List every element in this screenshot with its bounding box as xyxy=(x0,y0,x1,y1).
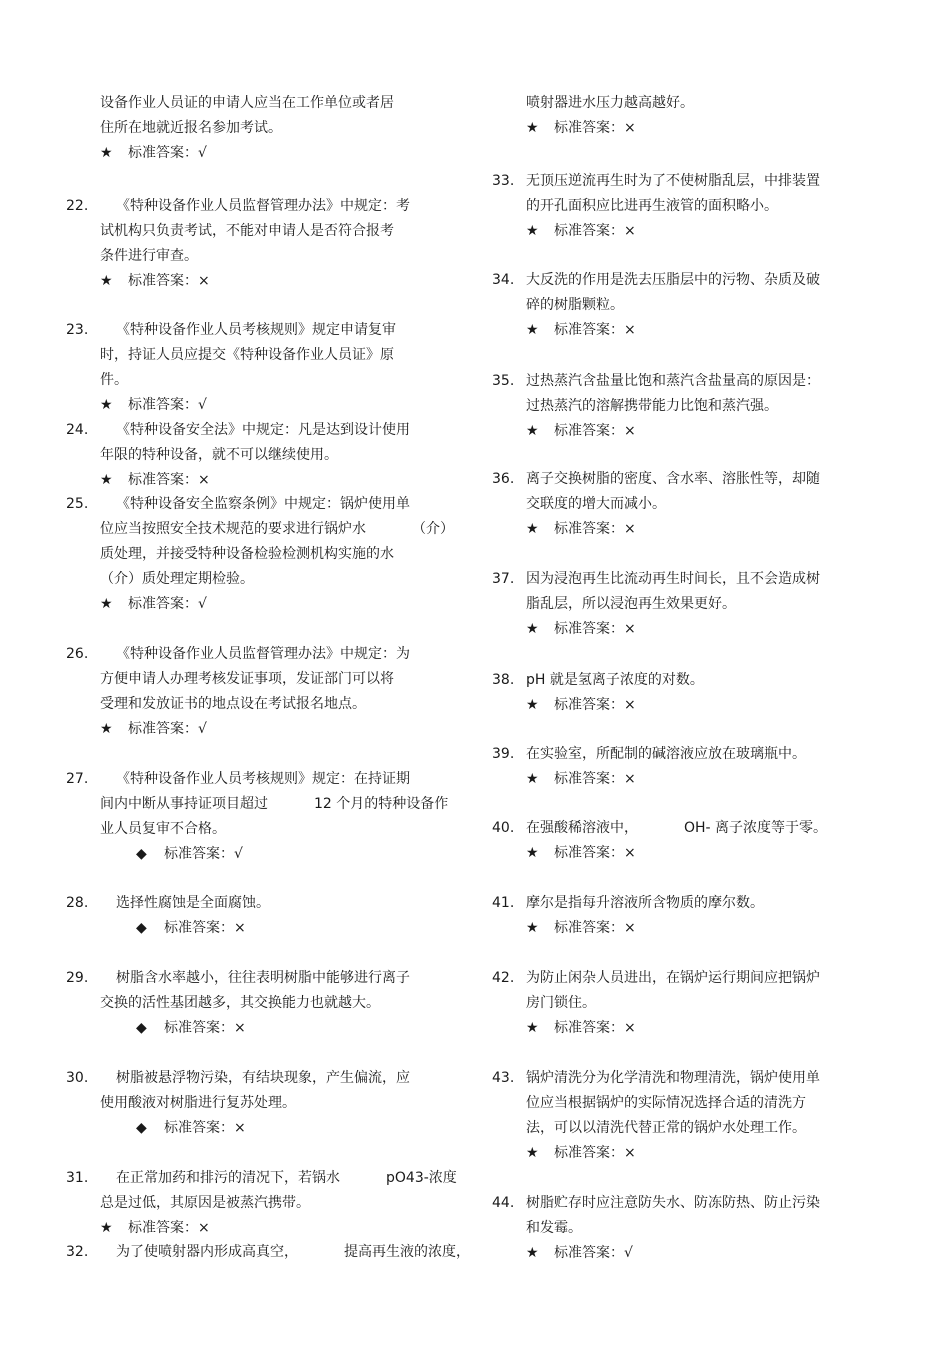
star-icon: ★ xyxy=(526,1020,539,1036)
question-number: 39. xyxy=(492,746,515,762)
question-number: 38. xyxy=(492,672,515,688)
answer-label: 标准答案： xyxy=(554,521,624,537)
question-text-line: （介）质处理定期检验。 xyxy=(100,571,254,587)
answer-value: √ xyxy=(234,846,243,862)
question-text-line: 摩尔是指每升溶液所含物质的摩尔数。 xyxy=(526,895,764,911)
answer-line xyxy=(526,1018,636,1038)
question-text-line: 方便申请人办理考核发证事项，发证部门可以将 xyxy=(100,671,394,687)
diamond-icon: ◆ xyxy=(136,920,147,936)
question-text-line xyxy=(100,794,448,814)
star-icon: ★ xyxy=(100,1220,113,1236)
star-icon: ★ xyxy=(100,596,113,612)
star-icon: ★ xyxy=(526,920,539,936)
answer-value: × xyxy=(624,845,636,861)
question-number: 35. xyxy=(492,373,515,389)
answer-line xyxy=(100,719,207,739)
question-text-line: 为防止闲杂人员进出，在锅炉运行期间应把锅炉 xyxy=(526,970,820,986)
answer-label: 标准答案： xyxy=(554,223,624,239)
question-text-line: 因为浸泡再生比流动再生时间长，且不会造成树 xyxy=(526,571,820,587)
question-text-line: 《特种设备作业人员考核规则》规定申请复审 xyxy=(116,322,396,338)
question-text-line: 在实验室，所配制的碱溶液应放在玻璃瓶中。 xyxy=(526,746,806,762)
answer-line xyxy=(100,470,210,490)
question-text-line: 和发霉。 xyxy=(526,1220,582,1236)
question-text-line: 树脂被悬浮物污染，有结块现象，产生偏流，应 xyxy=(116,1070,410,1086)
answer-label: 标准答案： xyxy=(164,920,234,936)
question-text-part: 在强酸稀溶液中， xyxy=(526,820,638,836)
question-text-line: 的开孔面积应比进再生液管的面积略小。 xyxy=(526,198,778,214)
answer-value: × xyxy=(624,621,636,637)
answer-line xyxy=(136,918,246,938)
question-number: 40. xyxy=(492,820,515,836)
answer-value: × xyxy=(624,1020,636,1036)
question-text-line: 件。 xyxy=(100,372,128,388)
question-text-line: 条件进行审查。 xyxy=(100,248,198,264)
answer-label: 标准答案： xyxy=(554,920,624,936)
question-text-part: 间内中断从事持证项目超过 xyxy=(100,796,268,812)
answer-line xyxy=(526,320,636,340)
answer-value: × xyxy=(624,423,636,439)
answer-line xyxy=(100,143,207,163)
answer-value: × xyxy=(198,273,210,289)
question-text-line xyxy=(526,818,827,838)
question-text-line: 房门锁住。 xyxy=(526,995,596,1011)
star-icon: ★ xyxy=(526,521,539,537)
question-number: 36. xyxy=(492,471,515,487)
question-text-line: 《特种设备安全法》中规定：凡是达到设计使用 xyxy=(116,422,410,438)
answer-value: × xyxy=(624,120,636,136)
question-number: 26. xyxy=(66,646,89,662)
question-text-line: 业人员复审不合格。 xyxy=(100,821,226,837)
question-text-part: （介） xyxy=(412,521,454,537)
answer-label: 标准答案： xyxy=(164,1020,234,1036)
star-icon: ★ xyxy=(100,273,113,289)
answer-line xyxy=(526,695,636,715)
question-text-line xyxy=(116,1242,470,1262)
answer-line xyxy=(526,918,636,938)
question-number: 22. xyxy=(66,198,89,214)
question-text-line: 时，持证人员应提交《特种设备作业人员证》原 xyxy=(100,347,394,363)
answer-label: 标准答案： xyxy=(554,771,624,787)
question-number: 42. xyxy=(492,970,515,986)
answer-line xyxy=(526,1243,633,1263)
answer-line xyxy=(526,118,636,138)
answer-label: 标准答案： xyxy=(554,322,624,338)
question-number: 41. xyxy=(492,895,515,911)
question-text-line: 《特种设备作业人员监督管理办法》中规定：考 xyxy=(116,198,410,214)
question-number: 43. xyxy=(492,1070,515,1086)
diamond-icon: ◆ xyxy=(136,1120,147,1136)
answer-label: 标准答案： xyxy=(128,472,198,488)
question-text-part: 12 个月的特种设备作 xyxy=(314,796,449,812)
question-number: 44. xyxy=(492,1195,515,1211)
question-number: 33. xyxy=(492,173,515,189)
question-text-line: 喷射器进水压力越高越好。 xyxy=(526,95,694,111)
answer-label: 标准答案： xyxy=(128,397,198,413)
answer-label: 标准答案： xyxy=(164,1120,234,1136)
answer-value: × xyxy=(198,472,210,488)
star-icon: ★ xyxy=(526,223,539,239)
answer-line xyxy=(100,1218,210,1238)
answer-value: × xyxy=(624,223,636,239)
answer-label: 标准答案： xyxy=(554,1245,624,1261)
question-text-line: 设备作业人员证的申请人应当在工作单位或者居 xyxy=(100,95,394,111)
question-number: 34. xyxy=(492,272,515,288)
answer-line xyxy=(136,1118,246,1138)
answer-line xyxy=(100,395,207,415)
answer-line xyxy=(526,843,636,863)
star-icon: ★ xyxy=(526,771,539,787)
question-number: 23. xyxy=(66,322,89,338)
question-text-part: 为了使喷射器内形成高真空， xyxy=(116,1244,298,1260)
star-icon: ★ xyxy=(526,1145,539,1161)
answer-value: √ xyxy=(198,596,207,612)
question-text-line: 过热蒸汽的溶解携带能力比饱和蒸汽强。 xyxy=(526,398,778,414)
diamond-icon: ◆ xyxy=(136,846,147,862)
answer-label: 标准答案： xyxy=(554,120,624,136)
question-number: 30. xyxy=(66,1070,89,1086)
question-text-part: 提高再生液的浓度， xyxy=(344,1244,470,1260)
question-text-line: 无顶压逆流再生时为了不使树脂乱层，中排装置 xyxy=(526,173,820,189)
question-text-line: 使用酸液对树脂进行复苏处理。 xyxy=(100,1095,296,1111)
question-text-line: 脂乱层，所以浸泡再生效果更好。 xyxy=(526,596,736,612)
question-text-line: 过热蒸汽含盐量比饱和蒸汽含盐量高的原因是： xyxy=(526,373,820,389)
answer-value: × xyxy=(624,771,636,787)
question-text-line: pH 就是氢离子浓度的对数。 xyxy=(526,672,704,688)
question-text-line: 住所在地就近报名参加考试。 xyxy=(100,120,282,136)
answer-line xyxy=(136,1018,246,1038)
question-text-line: 选择性腐蚀是全面腐蚀。 xyxy=(116,895,270,911)
answer-label: 标准答案： xyxy=(554,697,624,713)
question-text-line: 试机构只负责考试，不能对申请人是否符合报考 xyxy=(100,223,394,239)
answer-line xyxy=(136,844,243,864)
answer-line xyxy=(526,619,636,639)
question-text-line: 大反洗的作用是洗去压脂层中的污物、杂质及破 xyxy=(526,272,820,288)
star-icon: ★ xyxy=(526,1245,539,1261)
answer-label: 标准答案： xyxy=(128,145,198,161)
answer-label: 标准答案： xyxy=(554,621,624,637)
answer-value: × xyxy=(624,1145,636,1161)
answer-label: 标准答案： xyxy=(128,273,198,289)
answer-line xyxy=(100,594,207,614)
question-text-part: OH- 离子浓度等于零。 xyxy=(684,820,828,836)
star-icon: ★ xyxy=(100,397,113,413)
answer-line xyxy=(526,221,636,241)
answer-line xyxy=(526,421,636,441)
answer-line xyxy=(526,769,636,789)
answer-value: √ xyxy=(198,145,207,161)
answer-value: × xyxy=(624,322,636,338)
diamond-icon: ◆ xyxy=(136,1020,147,1036)
question-text-line: 《特种设备作业人员考核规则》规定：在持证期 xyxy=(116,771,410,787)
question-text-line: 质处理，并接受特种设备检验检测机构实施的水 xyxy=(100,546,394,562)
question-number: 31. xyxy=(66,1170,89,1186)
answer-line xyxy=(526,519,636,539)
answer-value: √ xyxy=(198,397,207,413)
question-text-line: 《特种设备作业人员监督管理办法》中规定：为 xyxy=(116,646,410,662)
answer-value: × xyxy=(198,1220,210,1236)
answer-value: × xyxy=(234,920,246,936)
answer-label: 标准答案： xyxy=(554,1020,624,1036)
answer-value: × xyxy=(624,920,636,936)
question-text-part: pO43-浓度 xyxy=(386,1170,457,1186)
answer-label: 标准答案： xyxy=(128,1220,198,1236)
star-icon: ★ xyxy=(526,120,539,136)
answer-value: × xyxy=(624,521,636,537)
answer-value: × xyxy=(624,697,636,713)
question-text-part: 位应当按照安全技术规范的要求进行锅炉水 xyxy=(100,521,366,537)
question-number: 29. xyxy=(66,970,89,986)
question-text-line: 位应当根据锅炉的实际情况选择合适的清洗方 xyxy=(526,1095,806,1111)
star-icon: ★ xyxy=(526,845,539,861)
answer-label: 标准答案： xyxy=(554,423,624,439)
answer-label: 标准答案： xyxy=(128,721,198,737)
question-number: 25. xyxy=(66,496,89,512)
question-text-part: 在正常加药和排污的清况下，若锅水 xyxy=(116,1170,340,1186)
question-text-line xyxy=(100,519,454,539)
question-text-line xyxy=(116,1168,457,1188)
answer-line xyxy=(526,1143,636,1163)
question-number: 27. xyxy=(66,771,89,787)
star-icon: ★ xyxy=(100,145,113,161)
answer-label: 标准答案： xyxy=(554,845,624,861)
question-text-line: 法，可以以清洗代替正常的锅炉水处理工作。 xyxy=(526,1120,806,1136)
question-text-line: 年限的特种设备，就不可以继续使用。 xyxy=(100,447,338,463)
question-text-line: 锅炉清洗分为化学清洗和物理清洗，锅炉使用单 xyxy=(526,1070,820,1086)
answer-value: × xyxy=(234,1020,246,1036)
question-text-line: 树脂含水率越小，往往表明树脂中能够进行离子 xyxy=(116,970,410,986)
question-text-line: 受理和发放证书的地点设在考试报名地点。 xyxy=(100,696,366,712)
question-text-line: 碎的树脂颗粒。 xyxy=(526,297,624,313)
answer-label: 标准答案： xyxy=(554,1145,624,1161)
star-icon: ★ xyxy=(526,697,539,713)
question-text-line: 离子交换树脂的密度、含水率、溶胀性等，却随 xyxy=(526,471,820,487)
question-number: 24. xyxy=(66,422,89,438)
answer-label: 标准答案： xyxy=(128,596,198,612)
question-number: 32. xyxy=(66,1244,89,1260)
question-number: 37. xyxy=(492,571,515,587)
answer-value: √ xyxy=(624,1245,633,1261)
answer-line xyxy=(100,271,210,291)
star-icon: ★ xyxy=(100,721,113,737)
answer-value: √ xyxy=(198,721,207,737)
star-icon: ★ xyxy=(526,322,539,338)
question-text-line: 总是过低，其原因是被蒸汽携带。 xyxy=(100,1195,310,1211)
question-text-line: 交换的活性基团越多，其交换能力也就越大。 xyxy=(100,995,380,1011)
answer-label: 标准答案： xyxy=(164,846,234,862)
question-text-line: 树脂贮存时应注意防失水、防冻防热、防止污染 xyxy=(526,1195,820,1211)
question-text-line: 《特种设备安全监察条例》中规定：锅炉使用单 xyxy=(116,496,410,512)
answer-value: × xyxy=(234,1120,246,1136)
star-icon: ★ xyxy=(526,621,539,637)
question-number: 28. xyxy=(66,895,89,911)
question-text-line: 交联度的增大而减小。 xyxy=(526,496,666,512)
star-icon: ★ xyxy=(526,423,539,439)
star-icon: ★ xyxy=(100,472,113,488)
